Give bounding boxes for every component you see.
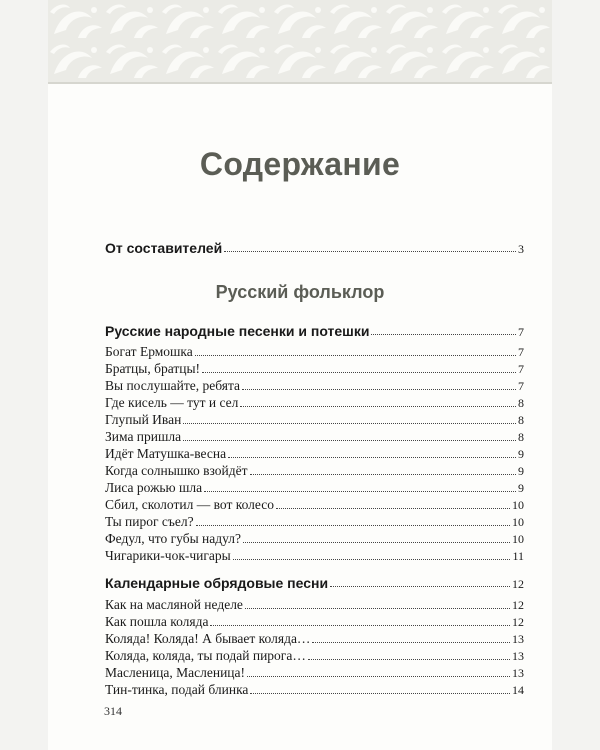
- toc-entry[interactable]: [105, 462, 524, 480]
- dot-leader: [196, 525, 510, 526]
- toc-entry-page: 8: [518, 430, 524, 444]
- page-title: Содержание: [199, 146, 401, 182]
- toc-entry-label: Русские народные песенки и потешки: [105, 323, 370, 339]
- toc-entry[interactable]: [105, 428, 524, 446]
- dot-leader: [183, 423, 516, 424]
- dot-leader: [250, 693, 510, 694]
- toc-entry[interactable]: [105, 547, 524, 565]
- dot-leader: [233, 559, 511, 560]
- toc-entry-page: 7: [518, 325, 524, 339]
- toc-entry-label: Вы послушайте, ребята: [105, 378, 241, 393]
- toc-entry-page: 7: [518, 379, 524, 393]
- dot-leader: [330, 586, 510, 587]
- toc-entry-label: Чигарики-чок-чигары: [105, 548, 231, 563]
- toc-entry-label: Масленица, Масленица!: [105, 665, 246, 680]
- dot-leader: [202, 372, 516, 373]
- toc-entry-page: 9: [518, 447, 524, 461]
- toc-entry-page: 14: [512, 683, 524, 697]
- toc-entry-page: 10: [512, 532, 524, 546]
- dot-leader: [210, 625, 510, 626]
- toc-entry-label: Календарные обрядовые песни: [105, 575, 329, 591]
- toc-entry-label: Тин-тинка, подай блинка: [105, 682, 249, 697]
- toc-entry-page: 13: [512, 632, 524, 646]
- toc-entry[interactable]: [105, 513, 524, 531]
- dot-leader: [243, 542, 510, 543]
- toc-entry-page: 8: [518, 413, 524, 427]
- toc-entry[interactable]: [105, 479, 524, 497]
- toc-entry-label: Идёт Матушка-весна: [105, 446, 227, 461]
- toc-entry-page: 3: [518, 242, 524, 256]
- dot-leader: [371, 334, 516, 335]
- dot-leader: [195, 355, 516, 356]
- toc-entry-label: Братцы, братцы!: [105, 361, 201, 376]
- toc-entry-label: От составителей: [105, 240, 223, 256]
- toc-entry-label: Глупый Иван: [105, 412, 182, 427]
- toc-entry-page: 9: [518, 481, 524, 495]
- toc-entry-intro[interactable]: [105, 239, 524, 257]
- toc-entry[interactable]: [105, 596, 524, 614]
- toc-entry-label: Ты пирог съел?: [105, 514, 194, 529]
- dot-leader: [276, 508, 510, 509]
- toc-group-heading[interactable]: [105, 322, 524, 340]
- toc-entry-label: Коляда! Коляда! А бывает коляда…: [105, 631, 311, 646]
- toc-entry[interactable]: [105, 445, 524, 463]
- toc-entry[interactable]: [105, 613, 524, 631]
- toc-entry[interactable]: [105, 647, 524, 665]
- toc-entry-label: Коляда, коляда, ты подай пирога…: [105, 648, 306, 663]
- toc-entry-label: Лиса рожью шла: [105, 480, 203, 495]
- dot-leader: [240, 406, 516, 407]
- toc-entry[interactable]: [105, 496, 524, 514]
- dot-leader: [228, 457, 516, 458]
- toc-entry-page: 12: [512, 615, 524, 629]
- toc-entry[interactable]: [105, 411, 524, 429]
- toc-entry-page: 7: [518, 345, 524, 359]
- toc-entry[interactable]: [105, 377, 524, 395]
- toc-entry-page: 7: [518, 362, 524, 376]
- toc-entry[interactable]: [105, 530, 524, 548]
- toc-entry-label: Зима пришла: [105, 429, 182, 444]
- dot-leader: [245, 608, 510, 609]
- dot-leader: [224, 251, 516, 252]
- toc-entry-label: Как пошла коляда: [105, 614, 209, 629]
- dot-leader: [308, 659, 510, 660]
- dot-leader: [250, 474, 516, 475]
- toc-entry-label: Где кисель — тут и сел: [105, 395, 239, 410]
- floral-pattern-icon: [48, 0, 552, 82]
- toc-entry-label: Когда солнышко взойдёт: [105, 463, 248, 478]
- toc-entry-page: 13: [512, 649, 524, 663]
- toc-entry-page: 13: [512, 666, 524, 680]
- toc-entry[interactable]: [105, 681, 524, 699]
- dot-leader: [183, 440, 516, 441]
- page-number: 314: [104, 704, 122, 718]
- toc-entry-label: Федул, что губы надул?: [105, 531, 242, 546]
- dot-leader: [247, 676, 510, 677]
- toc-entry-page: 12: [512, 598, 524, 612]
- toc-entry-label: Как на масляной неделе: [105, 597, 243, 612]
- toc-entry[interactable]: [105, 360, 524, 378]
- header-ornament: [48, 0, 552, 84]
- toc-entry-page: 10: [512, 515, 524, 529]
- toc-entry[interactable]: [105, 394, 524, 412]
- toc-entry[interactable]: [105, 630, 524, 648]
- toc-entry[interactable]: [105, 343, 524, 361]
- dot-leader: [242, 389, 516, 390]
- toc-entry-page: 8: [518, 396, 524, 410]
- toc-entry-page: 9: [518, 464, 524, 478]
- toc-entry-label: Сбил, сколотил — вот колесо: [105, 497, 274, 512]
- toc-entry-page: 11: [512, 549, 524, 563]
- toc-entry-page: 10: [512, 498, 524, 512]
- section-title: Русский фольклор: [215, 282, 385, 302]
- dot-leader: [312, 642, 510, 643]
- dot-leader: [204, 491, 516, 492]
- toc-entry[interactable]: [105, 664, 524, 682]
- toc-entry-page: 12: [512, 577, 524, 591]
- toc-group-heading[interactable]: [105, 574, 524, 592]
- toc-entry-label: Богат Ермошка: [105, 344, 193, 359]
